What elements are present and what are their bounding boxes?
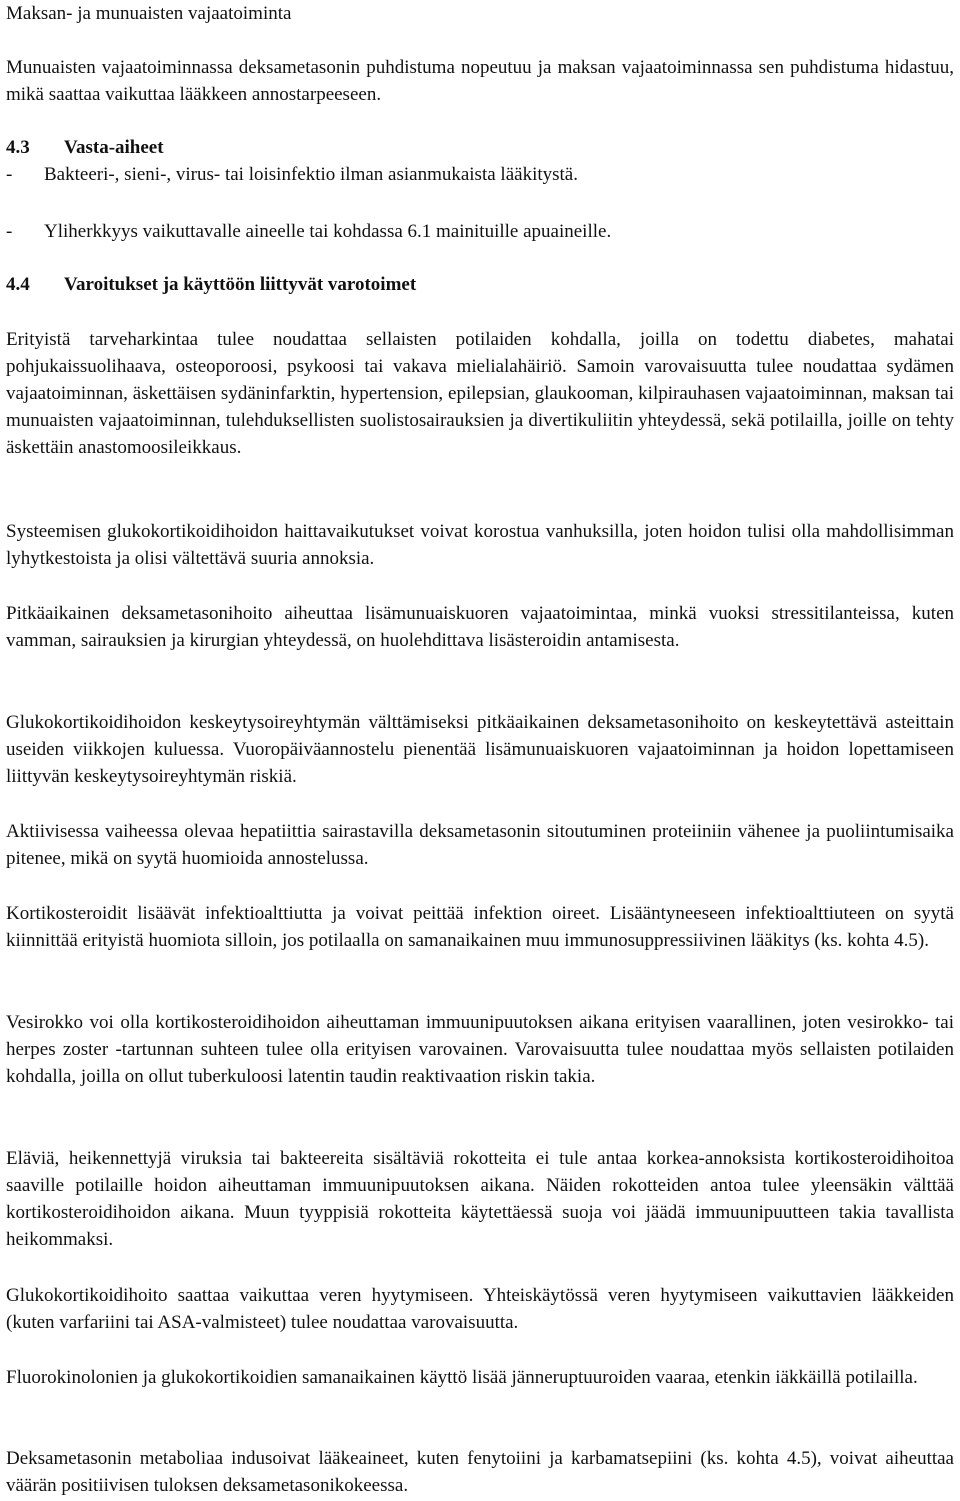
heading-4-3 — [6, 134, 954, 161]
list-dash: - — [6, 221, 13, 242]
heading-title: Varoitukset ja käyttöön liittyvät varotoimet — [64, 274, 417, 295]
heading-number: 4.4 — [6, 274, 30, 295]
list-item-text: Bakteeri-, sieni-, virus- tai loisinfektio ilman asianmukaista lääkitystä. — [44, 164, 578, 185]
paragraph: Systeemisen glukokortikoidihoidon haittavaikutukset voivat korostua vanhuksilla, joten hoidon tulisi olla mahdollisimman lyhytkestoista ja olisi vältettävä suuria annoksia. — [6, 521, 954, 569]
heading-title: Vasta-aiheet — [64, 137, 164, 158]
paragraph: Kortikosteroidit lisäävät infektioalttiutta ja voivat peittää infektion oireet. Lisääntyneeseen infektioalttiuteen on syytä kiinnittää erityistä huomiota silloin, jos potilaalla on samanaikainen muu immunosuppressiivinen lääkitys (ks. kohta 4.5). — [6, 903, 954, 951]
paragraph: Glukokortikoidihoito saattaa vaikuttaa veren hyytymiseen. Yhteiskäytössä veren hyytymiseen vaikuttavien lääkkeiden (kuten varfariini tai ASA-valmisteet) tulee noudattaa varovaisuutta. — [6, 1285, 954, 1333]
list-item-text: Yliherkkyys vaikuttavalle aineelle tai kohdassa 6.1 mainituille apuaineille. — [44, 221, 612, 242]
paragraph: Fluorokinolonien ja glukokortikoidien samanaikainen käyttö lisää jänneruptuuroiden vaaraa, etenkin iäkkäillä potilailla. — [6, 1367, 918, 1388]
paragraph: Pitkäaikainen deksametasonihoito aiheuttaa lisämunuaiskuoren vajaatoimintaa, minkä vuoksi stressitilanteissa, kuten vamman, sairauksien ja kirurgian yhteydessä, on huolehdittava lisästeroidin antamisesta. — [6, 603, 954, 651]
heading-number: 4.3 — [6, 137, 30, 158]
paragraph: Deksametasonin metaboliaa indusoivat lääkeaineet, kuten fenytoiini ja karbamatsepiini (ks. kohta 4.5), voivat aiheuttaa väärän positiivisen tuloksen deksametasonikokeessa. — [6, 1448, 954, 1496]
list-item — [6, 218, 960, 245]
paragraph-kidney-liver: Munuaisten vajaatoiminnassa deksametasonin puhdistuma nopeutuu ja maksan vajaatoiminnassa sen puhdistuma hidastuu, mikä saattaa vaikuttaa lääkkeen annostarpeeseen. — [6, 57, 954, 105]
paragraph: Glukokortikoidihoidon keskeytysoireyhtymän välttämiseksi pitkäaikainen deksametasonihoito on keskeytettävä asteittain useiden viikkojen kuluessa. Vuoropäiväannostelu pienentää lisämunuaiskuoren vajaatoiminnan ja hoidon lopettamiseen liittyvän keskeytysoireyhtymän riskiä. — [6, 712, 954, 787]
paragraph: Erityistä tarveharkintaa tulee noudattaa sellaisten potilaiden kohdalla, joilla on todettu diabetes, mahatai pohjukaissuolihaava, osteoporoosi, psykoosi tai vakava mielialahäiriö. Samoin varovaisuutta tulee noudattaa sydämen vajaatoiminnan, äskettäisen sydäninfarktin, hypertension, epilepsian, glaukooman, kilpirauhasen vajaatoiminnan, maksan tai munuaisten vajaatoiminnan, tulehduksellisten suolistosairauksien ja divertikuliitin yhteydessä, sekä potilailla, joille on tehty äskettäin anastomoosileikkaus. — [6, 329, 954, 458]
list-item — [6, 161, 960, 188]
paragraph: Aktiivisessa vaiheessa olevaa hepatiittia sairastavilla deksametasonin sitoutuminen proteiiniin vähenee ja puoliintumisaika pitenee, mikä on syytä huomioida annostelussa. — [6, 821, 954, 869]
list-dash: - — [6, 164, 13, 185]
paragraph: Eläviä, heikennettyjä viruksia tai bakteereita sisältäviä rokotteita ei tule antaa korkea-annoksista kortikosteroidihoitoa saaville potilaille hoidon aiheuttaman immuunipuutoksen aikana. Näiden rokotteiden antoa tulee yleensäkin välttää kortikosteroidihoidon aikana. Muun tyyppisiä rokotteita käytettäessä suoja voi jäädä immuunipuutteen takia tavallista heikommaksi. — [6, 1148, 954, 1250]
heading-4-4 — [6, 271, 954, 298]
section-subheading: Maksan- ja munuaisten vajaatoiminta — [6, 3, 292, 24]
paragraph: Vesirokko voi olla kortikosteroidihoidon aiheuttaman immuunipuutoksen aikana erityisen vaarallinen, joten vesirokko- tai herpes zoster -tartunnan suhteen tulee olla erityisen varovainen. Varovaisuutta tulee noudattaa myös sellaisten potilaiden kohdalla, joilla on ollut tuberkuloosi latentin taudin reaktivaation riskin takia. — [6, 1012, 954, 1087]
